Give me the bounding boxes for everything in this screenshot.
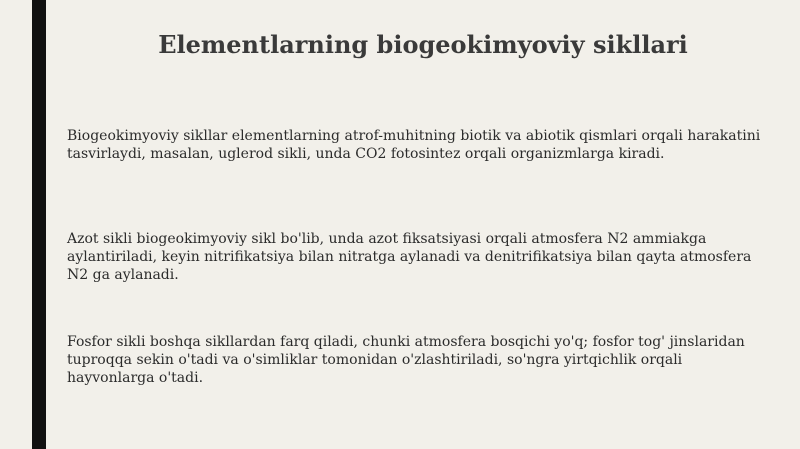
paragraph-nitrogen-cycle: Azot sikli biogeokimyoviy sikl bo'lib, unda azot fiksatsiyasi orqali atmosfera N2 ammiakga aylantiriladi, keyin nitrifikatsiya bilan nitratga aylanadi va denitrifikatsiya bilan qayta atmosfera N2 ga aylanadi. <box>67 231 752 283</box>
left-accent-bar <box>32 0 46 449</box>
paragraph-carbon-cycle: Biogeokimyoviy sikllar elementlarning atrof-muhitning biotik va abiotik qismlari orqali harakatini tasvirlaydi, masalan, uglerod sikli, unda CO2 fotosintez orqali organizmlarga kiradi. <box>67 128 761 162</box>
slide-title: Elementlarning biogeokimyoviy sikllari <box>158 30 688 59</box>
paragraph-phosphorus-cycle: Fosfor sikli boshqa sikllardan farq qiladi, chunki atmosfera bosqichi yo'q; fosfor tog' jinslaridan tuproqqa sekin o'tadi va o'simliklar tomonidan o'zlashtiriladi, so'ngra yirtqichlik orqali hayvonlarga o'tadi. <box>67 334 745 386</box>
